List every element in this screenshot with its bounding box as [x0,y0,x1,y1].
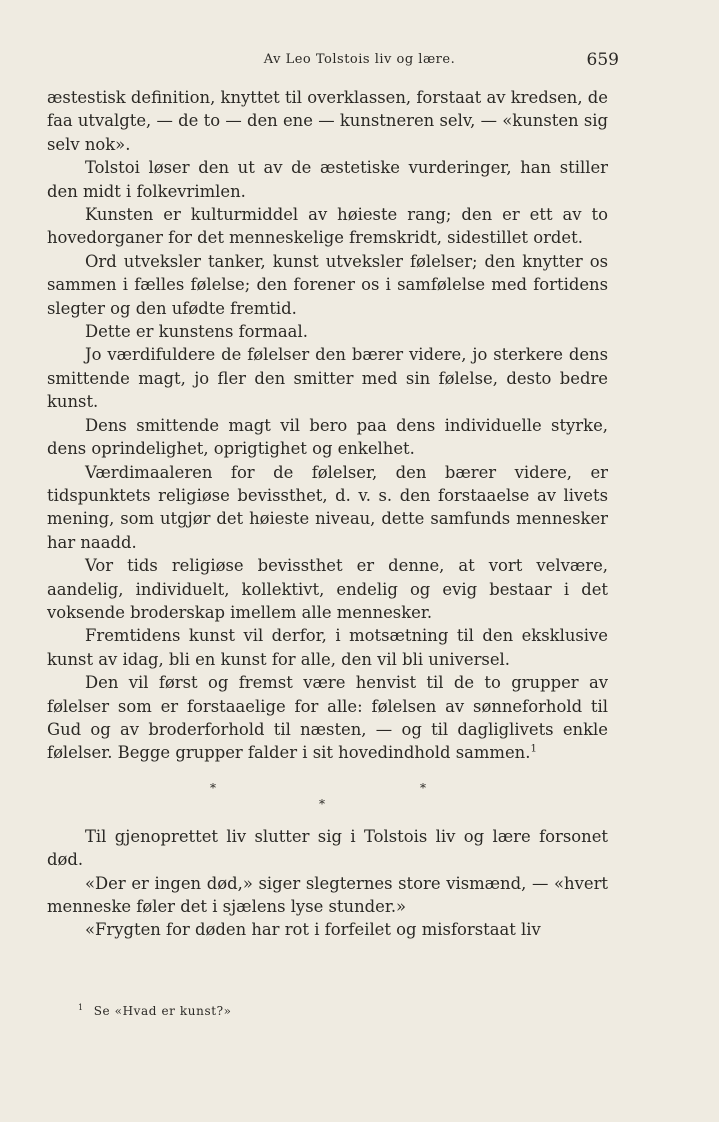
paragraph: Tolstoi løser den ut av de æstetiske vurderinger, han stiller den midt i folkevrimlen. [47,158,608,201]
paragraph: Kunsten er kulturmiddel av høieste rang; den er ett av to hovedorganer for det menneskelige fremskridt, sidestillet ordet. [47,205,608,248]
section-star: * [420,780,426,795]
paragraph: Værdimaaleren for de følelser, den bærer videre, er tidspunktets religiøse bevissthet, d. v. s. den forstaaelse av livets mening, som utgjør det høieste niveau, dette samfunds mennesker har naadd. [47,462,608,552]
paragraph: «Der er ingen død,» siger slegternes store vismænd, — «hvert menneske føler det i sjælens lyse stunder.» [47,873,608,916]
paragraph-text: Den vil først og fremst være henvist til de to grupper av følelser som er forstaaelige for alle: følelsen av sønneforhold til Gud og av broderforhold til næsten, — og til dagliglivets enkle følelser. Begge grupper falder i sit hovedindhold sammen. [47,673,608,763]
footnote-text: Se «Hvad er kunst?» [93,1004,232,1018]
section-break [47,765,608,825]
body-text [47,86,608,942]
paragraph: Dette er kunstens formaal. [85,322,308,342]
paragraph: Ord utveksler tanker, kunst utveksler følelser; den knytter os sammen i fælles følelse; den forener os i samfølelse med fortidens slegter og den ufødte fremtid. [47,251,608,318]
section-star: * [319,796,325,811]
paragraph: «Frygten for døden har rot i forfeilet og misforstaat liv [85,920,541,940]
section-star: * [210,780,216,795]
paragraph: Vor tids religiøse bevissthet er denne, at vort velvære, aandelig, individuelt, kollektivt, endelig og evig bestaar i det voksende broderskap imellem alle mennesker. [47,556,608,622]
paragraph: Dens smittende magt vil bero paa dens individuelle styrke, dens oprindelighet, oprigtighet og enkelhet. [47,415,608,459]
paragraph: Fremtidens kunst vil derfor, i motsætning til den eksklusive kunst av idag, bli en kunst for alle, den vil bli universel. [47,626,608,669]
paragraph: æstestisk definition, knyttet til overklassen, forstaat av kredsen, de faa utvalgte, — de to — den ene — kunstneren selv, — «kunsten sig selv nok». [47,88,608,154]
paragraph: Jo værdifuldere de følelser den bærer videre, jo sterkere dens smittende magt, jo fler den smitter med sin følelse, desto bedre kunst. [47,345,608,412]
footnote-reference: 1 [530,743,537,755]
running-title: Av Leo Tolstois liv og lære. [263,52,456,67]
paragraph: Til gjenoprettet liv slutter sig i Tolstois liv og lære forsonet død. [47,826,608,870]
page-number: 659 [586,50,619,70]
paragraph-with-footnote [47,671,608,765]
footnote-number: 1 [78,1003,84,1012]
footnote [78,1003,232,1018]
